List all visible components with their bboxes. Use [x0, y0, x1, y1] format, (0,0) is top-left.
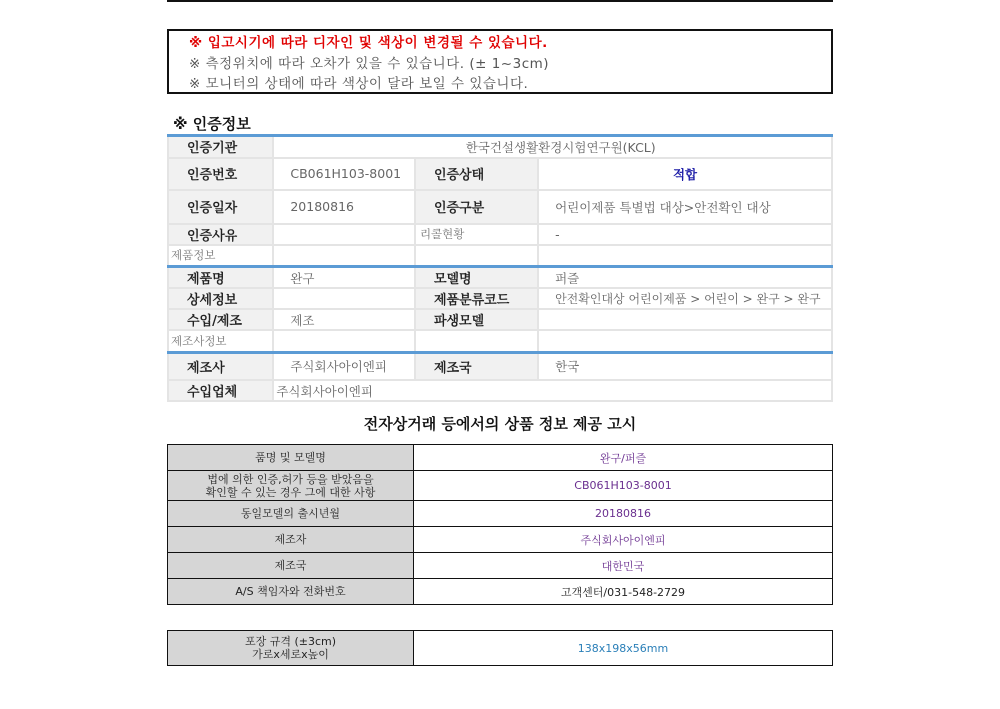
ec-value: CB061H103-8001	[414, 471, 833, 501]
ec-key: 품명 및 모델명	[168, 445, 414, 471]
detail-value	[273, 288, 415, 309]
cert-number-label: 인증번호	[168, 158, 273, 190]
country-value: 한국	[538, 352, 832, 380]
table-row	[168, 553, 833, 579]
category-label: 제품분류코드	[415, 288, 538, 309]
model-label: 모델명	[415, 267, 538, 289]
cert-number-value: CB061H103-8001	[273, 158, 415, 190]
derived-model-value	[538, 309, 832, 330]
product-info-section: 제품정보	[168, 245, 273, 267]
cert-reason-label: 인증사유	[168, 224, 273, 245]
cert-status-value: 적합	[538, 158, 832, 190]
ec-key: 동일모델의 출시년월	[168, 501, 414, 527]
maker-label: 제조사	[168, 352, 273, 380]
product-name-label: 제품명	[168, 267, 273, 289]
recall-label: 리콜현황	[415, 224, 538, 245]
ec-key: A/S 책임자와 전화번호	[168, 579, 414, 605]
ec-value: 대한민국	[414, 553, 833, 579]
derived-model-label: 파생모델	[415, 309, 538, 330]
import-manufacture-label: 수입/제조	[168, 309, 273, 330]
country-label: 제조국	[415, 352, 538, 380]
cert-status-label: 인증상태	[415, 158, 538, 190]
ec-value: 완구/퍼즐	[414, 445, 833, 471]
cert-date-value: 20180816	[273, 190, 415, 224]
ec-key: 법에 의한 인증,허가 등을 받았음을 확인할 수 있는 경우 그에 대한 사항	[168, 471, 414, 501]
cert-reason-value	[273, 224, 415, 245]
cert-type-value: 어린이제품 특별법 대상>안전확인 대상	[538, 190, 832, 224]
ec-key: 제조국	[168, 553, 414, 579]
import-manufacture-value: 제조	[273, 309, 415, 330]
cert-section-title: ※ 인증정보	[173, 115, 251, 133]
ec-value: 20180816	[414, 501, 833, 527]
ec-key: 제조자	[168, 527, 414, 553]
ec-value: 고객센터/031-548-2729	[414, 579, 833, 605]
table-row	[168, 527, 833, 553]
importer-value: 주식회사아이엔피	[273, 380, 832, 401]
package-key: 포장 규격 (±3cm) 가로x세로x높이	[168, 631, 414, 666]
recall-value: -	[538, 224, 832, 245]
maker-value: 주식회사아이엔피	[273, 352, 415, 380]
top-divider	[167, 0, 833, 2]
table-row	[168, 501, 833, 527]
importer-label: 수입업체	[168, 380, 273, 401]
product-name-value: 완구	[273, 267, 415, 289]
ec-value: 주식회사아이엔피	[414, 527, 833, 553]
package-value: 138x198x56mm	[414, 631, 833, 666]
maker-info-section: 제조사정보	[168, 330, 273, 352]
detail-label: 상세정보	[168, 288, 273, 309]
cert-type-label: 인증구분	[415, 190, 538, 224]
notice-line-design: ※ 입고시기에 따라 디자인 및 색상이 변경될 수 있습니다.	[189, 35, 548, 51]
ec-info-table	[167, 444, 833, 605]
table-row	[168, 579, 833, 605]
package-size-table	[167, 630, 833, 666]
table-row	[168, 445, 833, 471]
cert-agency-value: 한국건설생활환경시험연구원(KCL)	[273, 136, 832, 158]
cert-table	[167, 134, 833, 402]
cert-date-label: 인증일자	[168, 190, 273, 224]
table-row	[168, 471, 833, 501]
notice-box	[167, 29, 833, 94]
table-row	[168, 631, 833, 666]
cert-agency-label: 인증기관	[168, 136, 273, 158]
notice-line-monitor: ※ 모니터의 상태에 따라 색상이 달라 보일 수 있습니다.	[189, 76, 529, 92]
ec-notice-title: 전자상거래 등에서의 상품 정보 제공 고시	[363, 415, 637, 433]
category-value: 안전확인대상 어린이제품 > 어린이 > 완구 > 완구	[538, 288, 832, 309]
model-value: 퍼즐	[538, 267, 832, 289]
notice-line-measure: ※ 측정위치에 따라 오차가 있을 수 있습니다. (± 1~3cm)	[189, 55, 550, 72]
